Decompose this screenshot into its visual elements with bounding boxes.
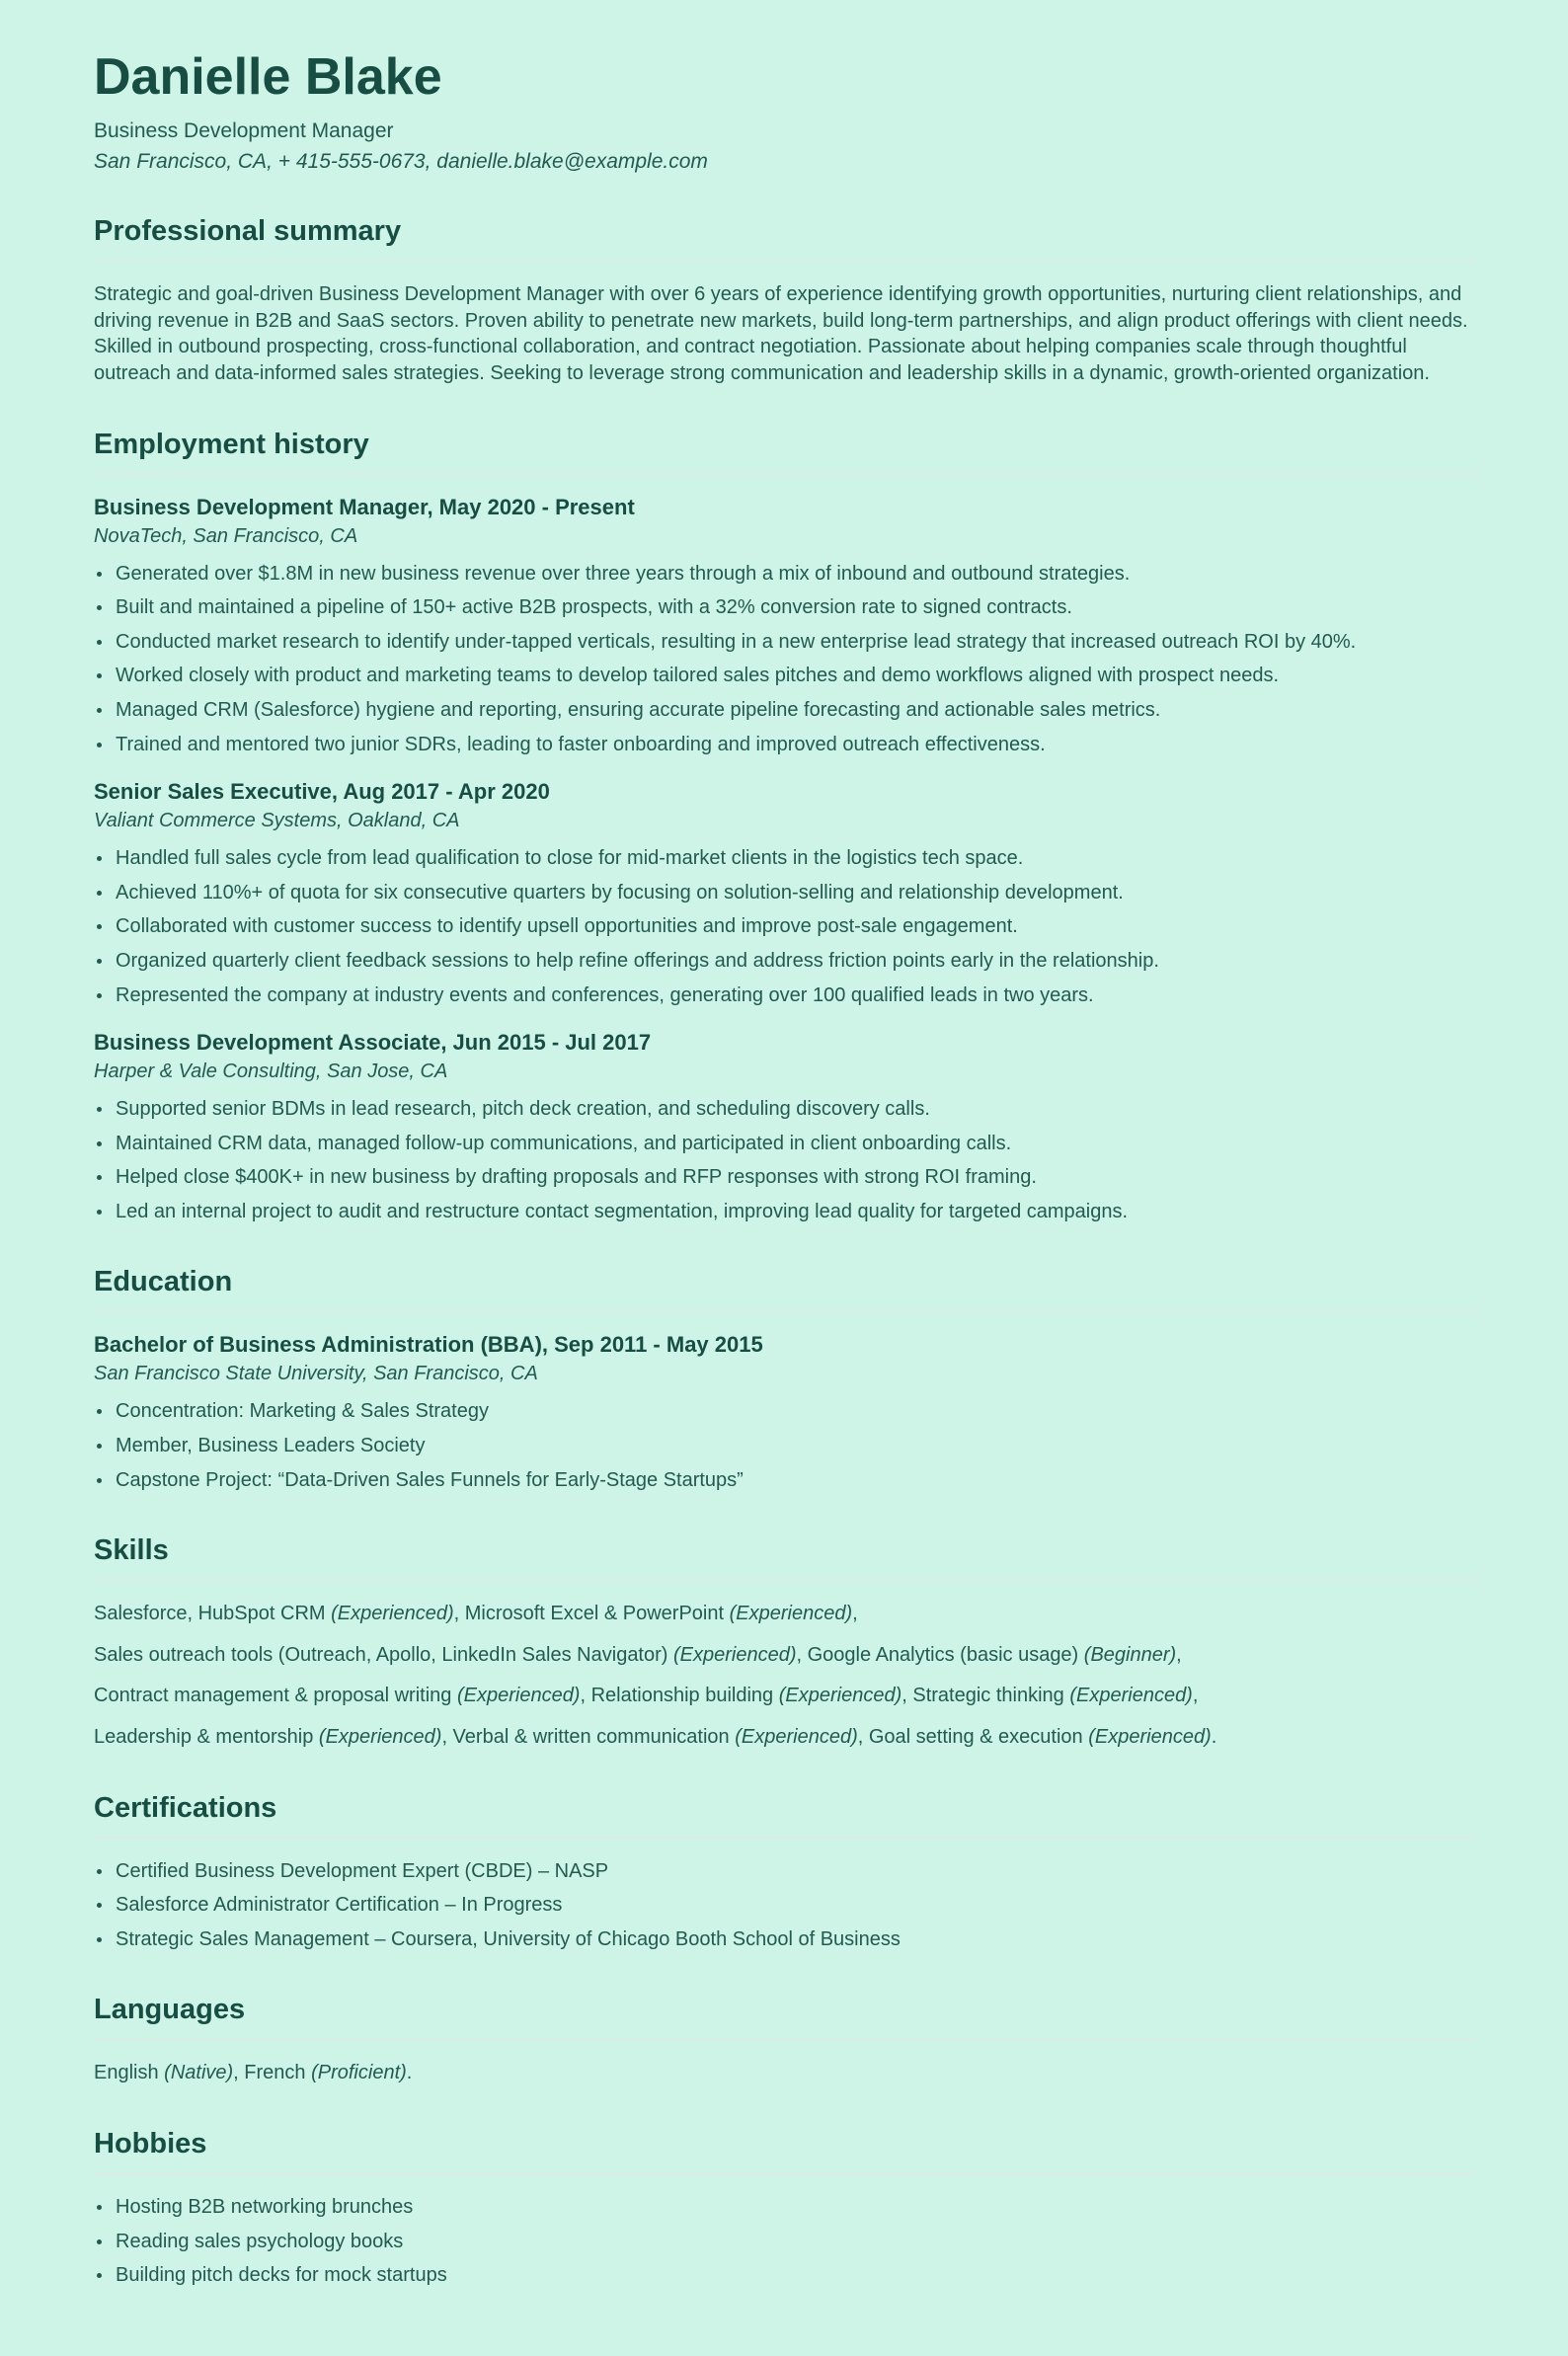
hobby-bullet: Reading sales psychology books [94, 2229, 1475, 2255]
certification-bullet: Certified Business Development Expert (CBDE) – NASP [94, 1858, 1475, 1885]
job-bullet: Conducted market research to identify under-tapped verticals, resulting in a new enterprise lead strategy that increased outreach ROI by 40%. [94, 629, 1475, 656]
skill-level: (Beginner) [1083, 1643, 1177, 1666]
skill-text: , Goal setting & execution [857, 1726, 1089, 1749]
section-hobbies [94, 2128, 1475, 2289]
skill-level: (Experienced) [778, 1685, 902, 1707]
job-company-line: Valiant Commerce Systems, Oakland, CA [94, 810, 460, 832]
job-bullet: Collaborated with customer success to identify upsell opportunities and improve post-sale engagement. [94, 913, 1475, 940]
job-entry [94, 779, 1475, 1008]
job-bullet: Achieved 110%+ of quota for six consecutive quarters by focusing on solution-selling and relationship development. [94, 880, 1475, 906]
skill-text: , [852, 1603, 858, 1625]
job-bullet: Built and maintained a pipeline of 150+ active B2B prospects, with a 32% conversion rate to signed contracts. [94, 594, 1475, 621]
job-entry [94, 495, 1475, 758]
job-entry [94, 1030, 1475, 1224]
skill-level: (Experienced) [735, 1726, 858, 1749]
job-title-line: Business Development Associate, Jun 2015 - Jul 2017 [94, 1030, 652, 1056]
job-bullet: Supported senior BDMs in lead research, pitch deck creation, and scheduling discovery calls. [94, 1096, 1475, 1123]
education-bullet: Concentration: Marketing & Sales Strategy [94, 1398, 1475, 1425]
education-bullet: Capstone Project: “Data-Driven Sales Funnels for Early-Stage Startups” [94, 1467, 1475, 1494]
section-divider [94, 1837, 1475, 1839]
job-bullet-list [94, 561, 1475, 758]
skill-text: Sales outreach tools (Outreach, Apollo, LinkedIn Sales Navigator) [94, 1643, 673, 1666]
hobbies-bullet-list [94, 2194, 1475, 2289]
skill-text: , Strategic thinking [902, 1685, 1070, 1707]
skill-level: (Experienced) [729, 1603, 853, 1625]
job-bullet: Trained and mentored two junior SDRs, leading to faster onboarding and improved outreach effectiveness. [94, 732, 1475, 758]
section-divider [94, 2172, 1475, 2174]
section-heading-employment: Employment history [94, 428, 369, 460]
section-divider [94, 260, 1475, 262]
section-heading-hobbies: Hobbies [94, 2128, 207, 2160]
section-divider [94, 473, 1475, 475]
skill-level: (Experienced) [673, 1643, 797, 1666]
skill-text: , [1176, 1643, 1182, 1666]
job-title-line: Business Development Manager, May 2020 - Present [94, 494, 635, 519]
hobby-bullet: Building pitch decks for mock startups [94, 2262, 1475, 2289]
section-divider [94, 1310, 1475, 1312]
job-bullet-list [94, 845, 1475, 1008]
summary-text: Strategic and goal-driven Business Development Manager with over 6 years of experience identifying growth opportunities, nurturing client relationships, and driving revenue in B2B and SaaS sectors. Proven ability to penetrate new markets, build long-term partnerships, and align product offerings with client needs. Skilled in outbound prospecting, cross-functional collaboration, and contract negotiation. Passionate about helping companies scale through thoughtful outreach and data-informed sales strategies. Seeking to leverage strong communication and leadership skills in a dynamic, growth-oriented organization. [94, 283, 1468, 384]
skill-level: (Experienced) [456, 1685, 581, 1707]
certification-bullet: Strategic Sales Management – Coursera, University of Chicago Booth School of Business [94, 1926, 1475, 1953]
skill-text: Contract management & proposal writing [94, 1685, 457, 1707]
section-heading-certifications: Certifications [94, 1791, 277, 1824]
job-bullet: Led an internal project to audit and restructure contact segmentation, improving lead quality for targeted campaigns. [94, 1199, 1475, 1225]
section-skills [94, 1534, 1475, 1750]
skills-line [94, 1724, 1475, 1751]
job-bullet-list [94, 1096, 1475, 1224]
skill-level: (Experienced) [1088, 1726, 1212, 1749]
language-text: . [406, 2062, 413, 2084]
section-employment-history [94, 429, 1475, 1225]
job-bullet: Represented the company at industry events and conferences, generating over 100 qualified leads in two years. [94, 982, 1475, 1009]
language-level: (Native) [164, 2062, 234, 2084]
skill-text: , Verbal & written communication [441, 1726, 736, 1749]
job-bullet: Handled full sales cycle from lead qualification to close for mid-market clients in the logistics tech space. [94, 845, 1475, 872]
job-bullet: Organized quarterly client feedback sessions to help refine offerings and address friction points early in the relationship. [94, 948, 1475, 975]
degree-line: Bachelor of Business Administration (BBA), Sep 2011 - May 2015 [94, 1332, 763, 1358]
skill-text: Salesforce, HubSpot CRM [94, 1603, 332, 1625]
skill-text: , Google Analytics (basic usage) [796, 1643, 1084, 1666]
job-bullet: Helped close $400K+ in new business by drafting proposals and RFP responses with strong ROI framing. [94, 1164, 1475, 1191]
candidate-name: Danielle Blake [94, 48, 442, 106]
languages-line [94, 2060, 1475, 2086]
resume-header [94, 49, 1475, 174]
job-bullet: Worked closely with product and marketing teams to develop tailored sales pitches and demo workflows aligned with prospect needs. [94, 663, 1475, 689]
section-divider [94, 2038, 1475, 2040]
skill-text: , Relationship building [580, 1685, 779, 1707]
job-company-line: NovaTech, San Francisco, CA [94, 524, 358, 547]
job-title-line: Senior Sales Executive, Aug 2017 - Apr 2020 [94, 779, 550, 805]
education-bullet: Member, Business Leaders Society [94, 1433, 1475, 1459]
job-bullet: Managed CRM (Salesforce) hygiene and reporting, ensuring accurate pipeline forecasting and actionable sales metrics. [94, 697, 1475, 724]
skill-level: (Experienced) [318, 1726, 442, 1749]
certification-bullet: Salesforce Administrator Certification – In Progress [94, 1892, 1475, 1919]
skills-line [94, 1683, 1475, 1709]
section-heading-skills: Skills [94, 1534, 169, 1567]
certifications-bullet-list [94, 1858, 1475, 1953]
skills-line [94, 1642, 1475, 1669]
skill-text: . [1211, 1726, 1217, 1749]
contact-line: San Francisco, CA, + 415-555-0673, danielle.blake@example.com [94, 150, 708, 174]
language-level: (Proficient) [311, 2062, 407, 2084]
skill-level: (Experienced) [1069, 1685, 1193, 1707]
hobby-bullet: Hosting B2B networking brunches [94, 2194, 1475, 2221]
section-professional-summary [94, 215, 1475, 386]
section-divider [94, 1579, 1475, 1581]
school-line: San Francisco State University, San Francisco, CA [94, 1363, 538, 1385]
language-text: , French [233, 2062, 312, 2084]
section-certifications [94, 1792, 1475, 1953]
section-languages [94, 1994, 1475, 2086]
candidate-job-title: Business Development Manager [94, 119, 394, 143]
skill-text: Leadership & mentorship [94, 1726, 319, 1749]
job-company-line: Harper & Vale Consulting, San Jose, CA [94, 1060, 448, 1083]
skill-text: , [1192, 1685, 1199, 1707]
job-bullet: Generated over $1.8M in new business revenue over three years through a mix of inbound and outbound strategies. [94, 561, 1475, 588]
section-heading-summary: Professional summary [94, 215, 402, 248]
skill-level: (Experienced) [331, 1603, 454, 1625]
skill-text: , Microsoft Excel & PowerPoint [453, 1603, 730, 1625]
section-heading-education: Education [94, 1266, 233, 1298]
section-heading-languages: Languages [94, 1994, 246, 2026]
language-text: English [94, 2062, 165, 2084]
skills-line [94, 1601, 1475, 1627]
job-bullet: Maintained CRM data, managed follow-up communications, and participated in client onboarding calls. [94, 1131, 1475, 1157]
section-education [94, 1266, 1475, 1493]
education-bullet-list [94, 1398, 1475, 1493]
